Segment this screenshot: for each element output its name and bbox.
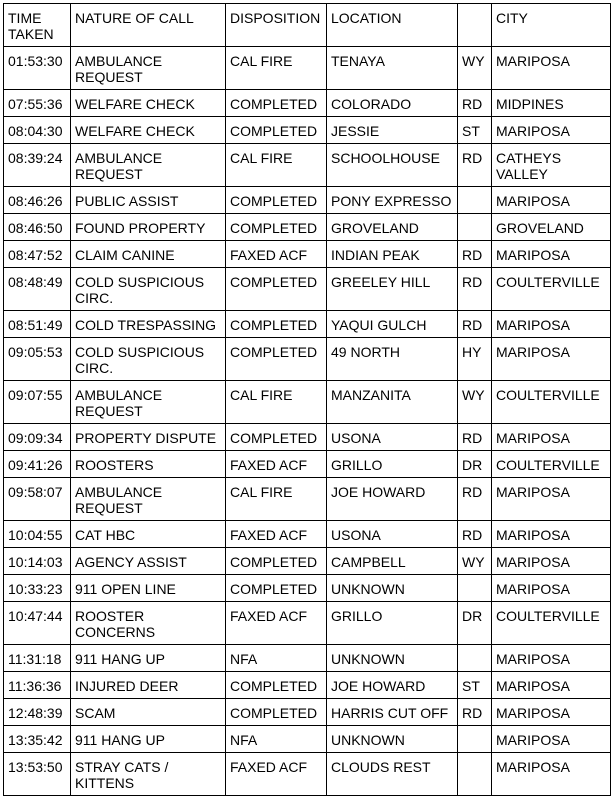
location-cell: JOE HOWARD: [327, 672, 458, 699]
location-cell: UNKNOWN: [327, 726, 458, 753]
location-cell: JOE HOWARD: [327, 478, 458, 521]
street-suffix-cell: RD: [458, 311, 492, 338]
header-street-suffix: [458, 4, 492, 47]
location-cell: COLORADO: [327, 90, 458, 117]
disposition-cell: COMPLETED: [226, 548, 327, 575]
city-cell: MARIPOSA: [492, 672, 611, 699]
table-row: [4, 90, 611, 117]
nature-cell: INJURED DEER: [71, 672, 226, 699]
street-suffix-cell: [458, 187, 492, 214]
nature-cell: COLD SUSPICIOUS CIRC.: [71, 338, 226, 381]
street-suffix-cell: [458, 214, 492, 241]
time-cell: 12:48:39: [4, 699, 71, 726]
location-cell: HARRIS CUT OFF: [327, 699, 458, 726]
nature-cell: CLAIM CANINE: [71, 241, 226, 268]
table-row: [4, 268, 611, 311]
street-suffix-cell: WY: [458, 381, 492, 424]
table-row: [4, 214, 611, 241]
street-suffix-cell: [458, 575, 492, 602]
table-row: [4, 645, 611, 672]
street-suffix-cell: DR: [458, 451, 492, 478]
city-cell: MARIPOSA: [492, 478, 611, 521]
nature-cell: COLD TRESPASSING: [71, 311, 226, 338]
time-cell: 10:47:44: [4, 602, 71, 645]
time-cell: 09:07:55: [4, 381, 71, 424]
city-cell: MARIPOSA: [492, 338, 611, 381]
time-cell: 07:55:36: [4, 90, 71, 117]
time-cell: 10:33:23: [4, 575, 71, 602]
disposition-cell: FAXED ACF: [226, 521, 327, 548]
time-cell: 10:04:55: [4, 521, 71, 548]
disposition-cell: CAL FIRE: [226, 381, 327, 424]
nature-cell: ROOSTERS: [71, 451, 226, 478]
street-suffix-cell: RD: [458, 478, 492, 521]
nature-cell: 911 HANG UP: [71, 645, 226, 672]
nature-cell: FOUND PROPERTY: [71, 214, 226, 241]
location-cell: GREELEY HILL: [327, 268, 458, 311]
disposition-cell: COMPLETED: [226, 575, 327, 602]
time-cell: 09:41:26: [4, 451, 71, 478]
table-row: [4, 241, 611, 268]
table-row: [4, 753, 611, 796]
call-log-table: [3, 3, 611, 796]
city-cell: MIDPINES: [492, 90, 611, 117]
header-city: CITY: [492, 4, 611, 47]
disposition-cell: COMPLETED: [226, 311, 327, 338]
nature-cell: WELFARE CHECK: [71, 117, 226, 144]
street-suffix-cell: RD: [458, 268, 492, 311]
table-row: [4, 602, 611, 645]
disposition-cell: COMPLETED: [226, 117, 327, 144]
city-cell: CATHEYS VALLEY: [492, 144, 611, 187]
table-row: [4, 117, 611, 144]
nature-cell: ROOSTER CONCERNS: [71, 602, 226, 645]
nature-cell: 911 HANG UP: [71, 726, 226, 753]
nature-cell: AMBULANCE REQUEST: [71, 47, 226, 90]
nature-cell: CAT HBC: [71, 521, 226, 548]
street-suffix-cell: ST: [458, 117, 492, 144]
disposition-cell: CAL FIRE: [226, 144, 327, 187]
time-cell: 11:31:18: [4, 645, 71, 672]
street-suffix-cell: [458, 726, 492, 753]
city-cell: MARIPOSA: [492, 575, 611, 602]
nature-cell: COLD SUSPICIOUS CIRC.: [71, 268, 226, 311]
location-cell: TENAYA: [327, 47, 458, 90]
street-suffix-cell: RD: [458, 424, 492, 451]
location-cell: USONA: [327, 521, 458, 548]
disposition-cell: COMPLETED: [226, 214, 327, 241]
city-cell: COULTERVILLE: [492, 268, 611, 311]
location-cell: YAQUI GULCH: [327, 311, 458, 338]
disposition-cell: NFA: [226, 645, 327, 672]
time-cell: 08:04:30: [4, 117, 71, 144]
location-cell: USONA: [327, 424, 458, 451]
header-row: [4, 4, 611, 47]
header-disposition: DISPOSITION: [226, 4, 327, 47]
city-cell: MARIPOSA: [492, 241, 611, 268]
city-cell: MARIPOSA: [492, 521, 611, 548]
time-cell: 08:46:26: [4, 187, 71, 214]
street-suffix-cell: DR: [458, 602, 492, 645]
city-cell: MARIPOSA: [492, 726, 611, 753]
disposition-cell: COMPLETED: [226, 699, 327, 726]
time-cell: 08:47:52: [4, 241, 71, 268]
street-suffix-cell: ST: [458, 672, 492, 699]
city-cell: MARIPOSA: [492, 424, 611, 451]
location-cell: PONY EXPRESSO: [327, 187, 458, 214]
time-cell: 13:53:50: [4, 753, 71, 796]
city-cell: MARIPOSA: [492, 311, 611, 338]
nature-cell: AMBULANCE REQUEST: [71, 478, 226, 521]
disposition-cell: FAXED ACF: [226, 602, 327, 645]
location-cell: SCHOOLHOUSE: [327, 144, 458, 187]
time-cell: 08:48:49: [4, 268, 71, 311]
table-row: [4, 575, 611, 602]
time-cell: 01:53:30: [4, 47, 71, 90]
location-cell: GROVELAND: [327, 214, 458, 241]
location-cell: CAMPBELL: [327, 548, 458, 575]
street-suffix-cell: WY: [458, 548, 492, 575]
table-row: [4, 451, 611, 478]
table-row: [4, 187, 611, 214]
header-nature-of-call: NATURE OF CALL: [71, 4, 226, 47]
nature-cell: AMBULANCE REQUEST: [71, 144, 226, 187]
time-cell: 13:35:42: [4, 726, 71, 753]
location-cell: MANZANITA: [327, 381, 458, 424]
disposition-cell: COMPLETED: [226, 187, 327, 214]
disposition-cell: COMPLETED: [226, 424, 327, 451]
disposition-cell: NFA: [226, 726, 327, 753]
street-suffix-cell: RD: [458, 521, 492, 548]
street-suffix-cell: RD: [458, 699, 492, 726]
location-cell: CLOUDS REST: [327, 753, 458, 796]
time-cell: 08:46:50: [4, 214, 71, 241]
table-row: [4, 47, 611, 90]
location-cell: UNKNOWN: [327, 645, 458, 672]
nature-cell: 911 OPEN LINE: [71, 575, 226, 602]
table-row: [4, 424, 611, 451]
table-row: [4, 381, 611, 424]
table-row: [4, 726, 611, 753]
city-cell: MARIPOSA: [492, 645, 611, 672]
location-cell: GRILLO: [327, 602, 458, 645]
city-cell: COULTERVILLE: [492, 381, 611, 424]
disposition-cell: COMPLETED: [226, 338, 327, 381]
city-cell: MARIPOSA: [492, 47, 611, 90]
location-cell: 49 NORTH: [327, 338, 458, 381]
table-row: [4, 672, 611, 699]
location-cell: GRILLO: [327, 451, 458, 478]
table-row: [4, 548, 611, 575]
street-suffix-cell: RD: [458, 90, 492, 117]
table-row: [4, 144, 611, 187]
nature-cell: AGENCY ASSIST: [71, 548, 226, 575]
disposition-cell: CAL FIRE: [226, 478, 327, 521]
time-cell: 10:14:03: [4, 548, 71, 575]
street-suffix-cell: RD: [458, 241, 492, 268]
table-row: [4, 699, 611, 726]
time-cell: 09:05:53: [4, 338, 71, 381]
nature-cell: PUBLIC ASSIST: [71, 187, 226, 214]
city-cell: MARIPOSA: [492, 753, 611, 796]
city-cell: MARIPOSA: [492, 187, 611, 214]
table-row: [4, 478, 611, 521]
table-row: [4, 311, 611, 338]
table-row: [4, 338, 611, 381]
time-cell: 08:39:24: [4, 144, 71, 187]
disposition-cell: FAXED ACF: [226, 451, 327, 478]
disposition-cell: FAXED ACF: [226, 241, 327, 268]
nature-cell: AMBULANCE REQUEST: [71, 381, 226, 424]
street-suffix-cell: WY: [458, 47, 492, 90]
location-cell: INDIAN PEAK: [327, 241, 458, 268]
header-time-taken: TIME TAKEN: [4, 4, 71, 47]
street-suffix-cell: [458, 753, 492, 796]
nature-cell: STRAY CATS / KITTENS: [71, 753, 226, 796]
disposition-cell: COMPLETED: [226, 90, 327, 117]
city-cell: MARIPOSA: [492, 548, 611, 575]
disposition-cell: COMPLETED: [226, 268, 327, 311]
time-cell: 09:58:07: [4, 478, 71, 521]
city-cell: MARIPOSA: [492, 699, 611, 726]
time-cell: 08:51:49: [4, 311, 71, 338]
disposition-cell: CAL FIRE: [226, 47, 327, 90]
city-cell: COULTERVILLE: [492, 602, 611, 645]
nature-cell: WELFARE CHECK: [71, 90, 226, 117]
street-suffix-cell: [458, 645, 492, 672]
disposition-cell: COMPLETED: [226, 672, 327, 699]
street-suffix-cell: RD: [458, 144, 492, 187]
location-cell: UNKNOWN: [327, 575, 458, 602]
city-cell: MARIPOSA: [492, 117, 611, 144]
disposition-cell: FAXED ACF: [226, 753, 327, 796]
table-row: [4, 521, 611, 548]
location-cell: JESSIE: [327, 117, 458, 144]
time-cell: 11:36:36: [4, 672, 71, 699]
city-cell: COULTERVILLE: [492, 451, 611, 478]
nature-cell: PROPERTY DISPUTE: [71, 424, 226, 451]
nature-cell: SCAM: [71, 699, 226, 726]
header-location: LOCATION: [327, 4, 458, 47]
city-cell: GROVELAND: [492, 214, 611, 241]
street-suffix-cell: HY: [458, 338, 492, 381]
time-cell: 09:09:34: [4, 424, 71, 451]
